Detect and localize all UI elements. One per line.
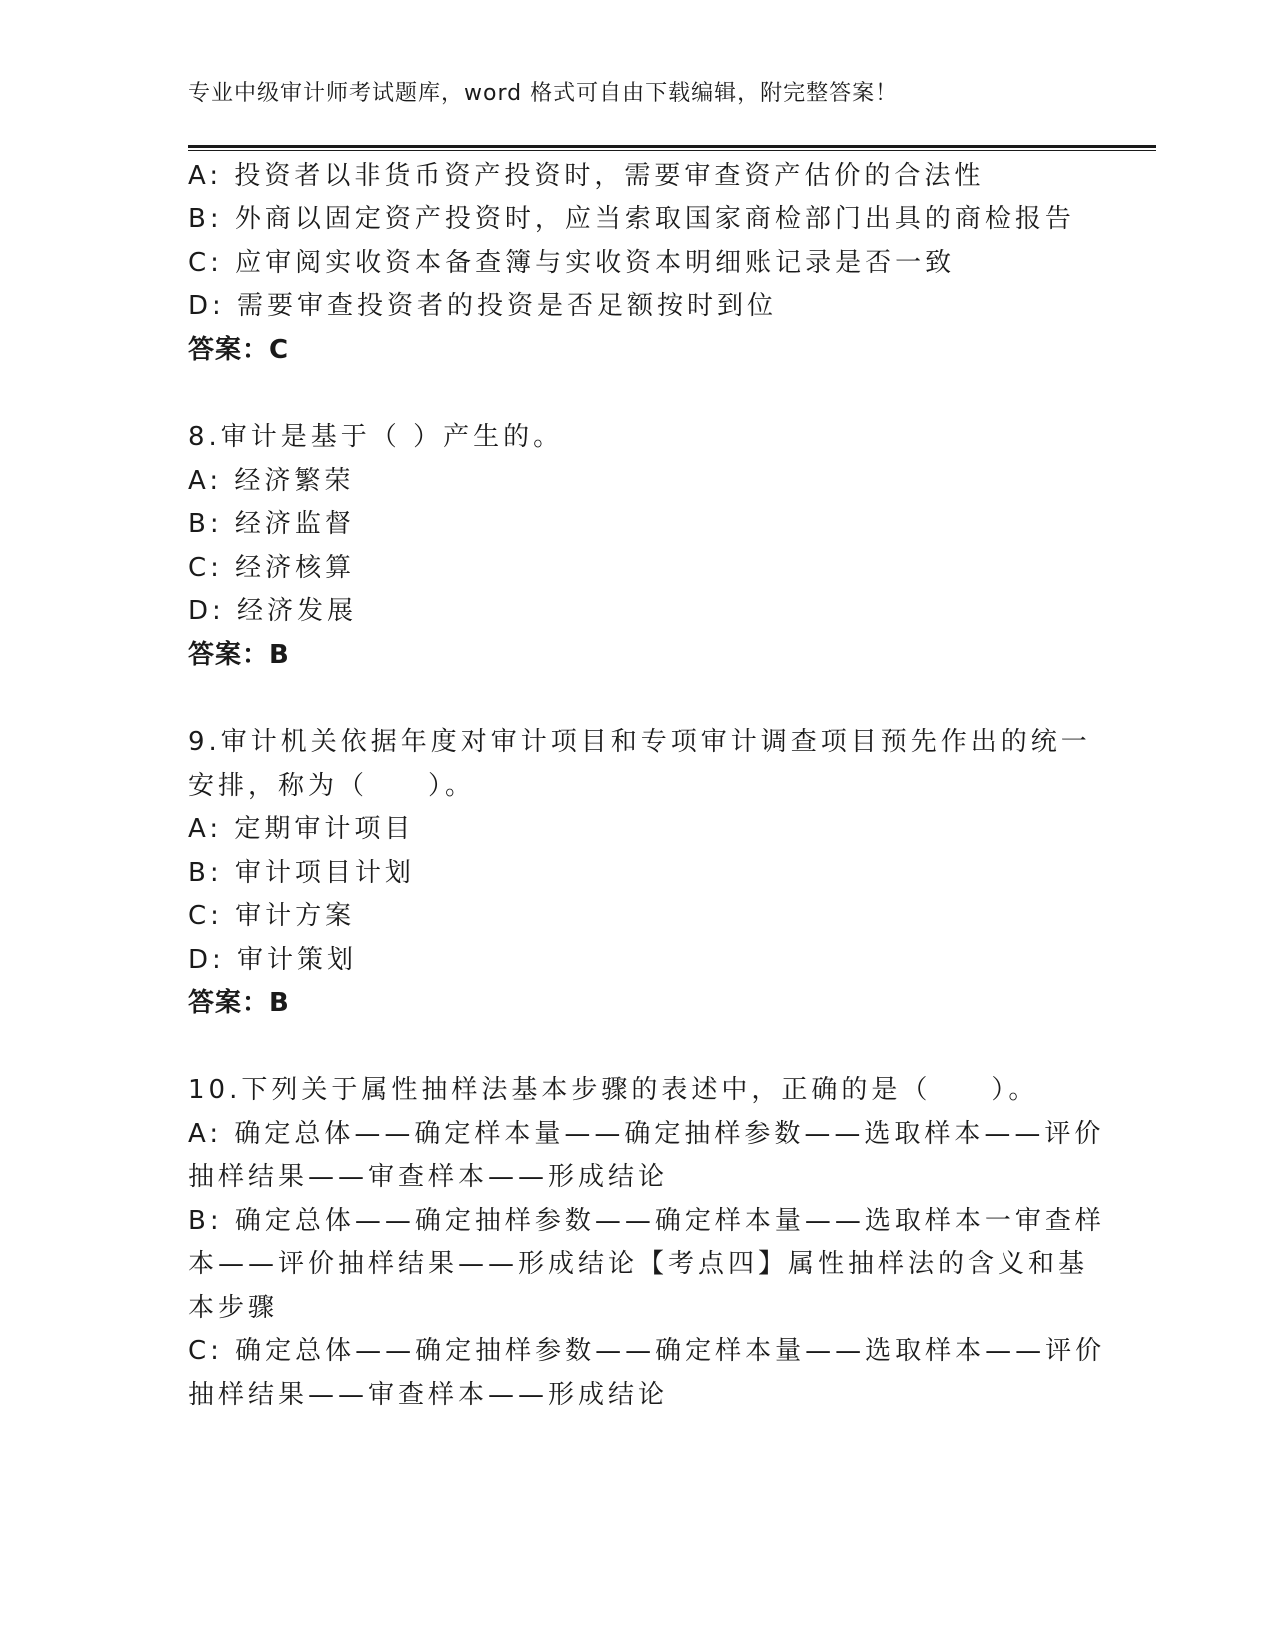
q7-answer: 答案：C — [188, 335, 290, 365]
q10-option-b-line2: 本——评价抽样结果——形成结论【考点四】属性抽样法的含义和基 — [188, 1249, 1089, 1279]
q10-option-a-line2: 抽样结果——审查样本——形成结论 — [188, 1162, 669, 1192]
q8-option-d: D: 经济发展 — [188, 596, 358, 626]
q9-answer: 答案：B — [188, 988, 290, 1018]
page-header: 专业中级审计师考试题库，word 格式可自由下载编辑，附完整答案！ — [188, 81, 899, 106]
q9-stem-line1: 9.审计机关依据年度对审计项目和专项审计调查项目预先作出的统一 — [188, 727, 1091, 757]
q10-option-b-line3: 本步骤 — [188, 1293, 279, 1323]
q10-option-a-line1: A: 确定总体——确定样本量——确定抽样参数——选取样本——评价 — [188, 1119, 1105, 1149]
q9-option-c: C: 审计方案 — [188, 901, 356, 931]
q8-option-c: C: 经济核算 — [188, 553, 356, 583]
q8-answer: 答案：B — [188, 640, 290, 670]
q9-option-b: B: 审计项目计划 — [188, 858, 415, 888]
q9-option-a: A: 定期审计项目 — [188, 814, 415, 844]
q8-option-b: B: 经济监督 — [188, 509, 355, 539]
q8-option-a: A: 经济繁荣 — [188, 466, 355, 496]
q10-option-c-line2: 抽样结果——审查样本——形成结论 — [188, 1380, 669, 1410]
q7-option-a: A: 投资者以非货币资产投资时，需要审查资产估价的合法性 — [188, 161, 985, 191]
header-rule-thin — [188, 150, 1156, 151]
q10-option-c-line1: C: 确定总体——确定抽样参数——确定样本量——选取样本——评价 — [188, 1336, 1106, 1366]
q9-option-d: D: 审计策划 — [188, 945, 358, 975]
q8-stem: 8.审计是基于（ ）产生的。 — [188, 422, 564, 452]
q7-option-d: D: 需要审查投资者的投资是否足额按时到位 — [188, 291, 778, 321]
q9-stem-line2: 安排，称为（ ）。 — [188, 771, 476, 801]
q10-option-b-line1: B: 确定总体——确定抽样参数——确定样本量——选取样本一审查样 — [188, 1206, 1105, 1236]
q7-option-c: C: 应审阅实收资本备查簿与实收资本明细账记录是否一致 — [188, 248, 956, 278]
q7-option-b: B: 外商以固定资产投资时，应当索取国家商检部门出具的商检报告 — [188, 204, 1075, 234]
q10-stem: 10.下列关于属性抽样法基本步骤的表述中，正确的是（ ）。 — [188, 1075, 1039, 1105]
header-rule — [188, 145, 1156, 148]
